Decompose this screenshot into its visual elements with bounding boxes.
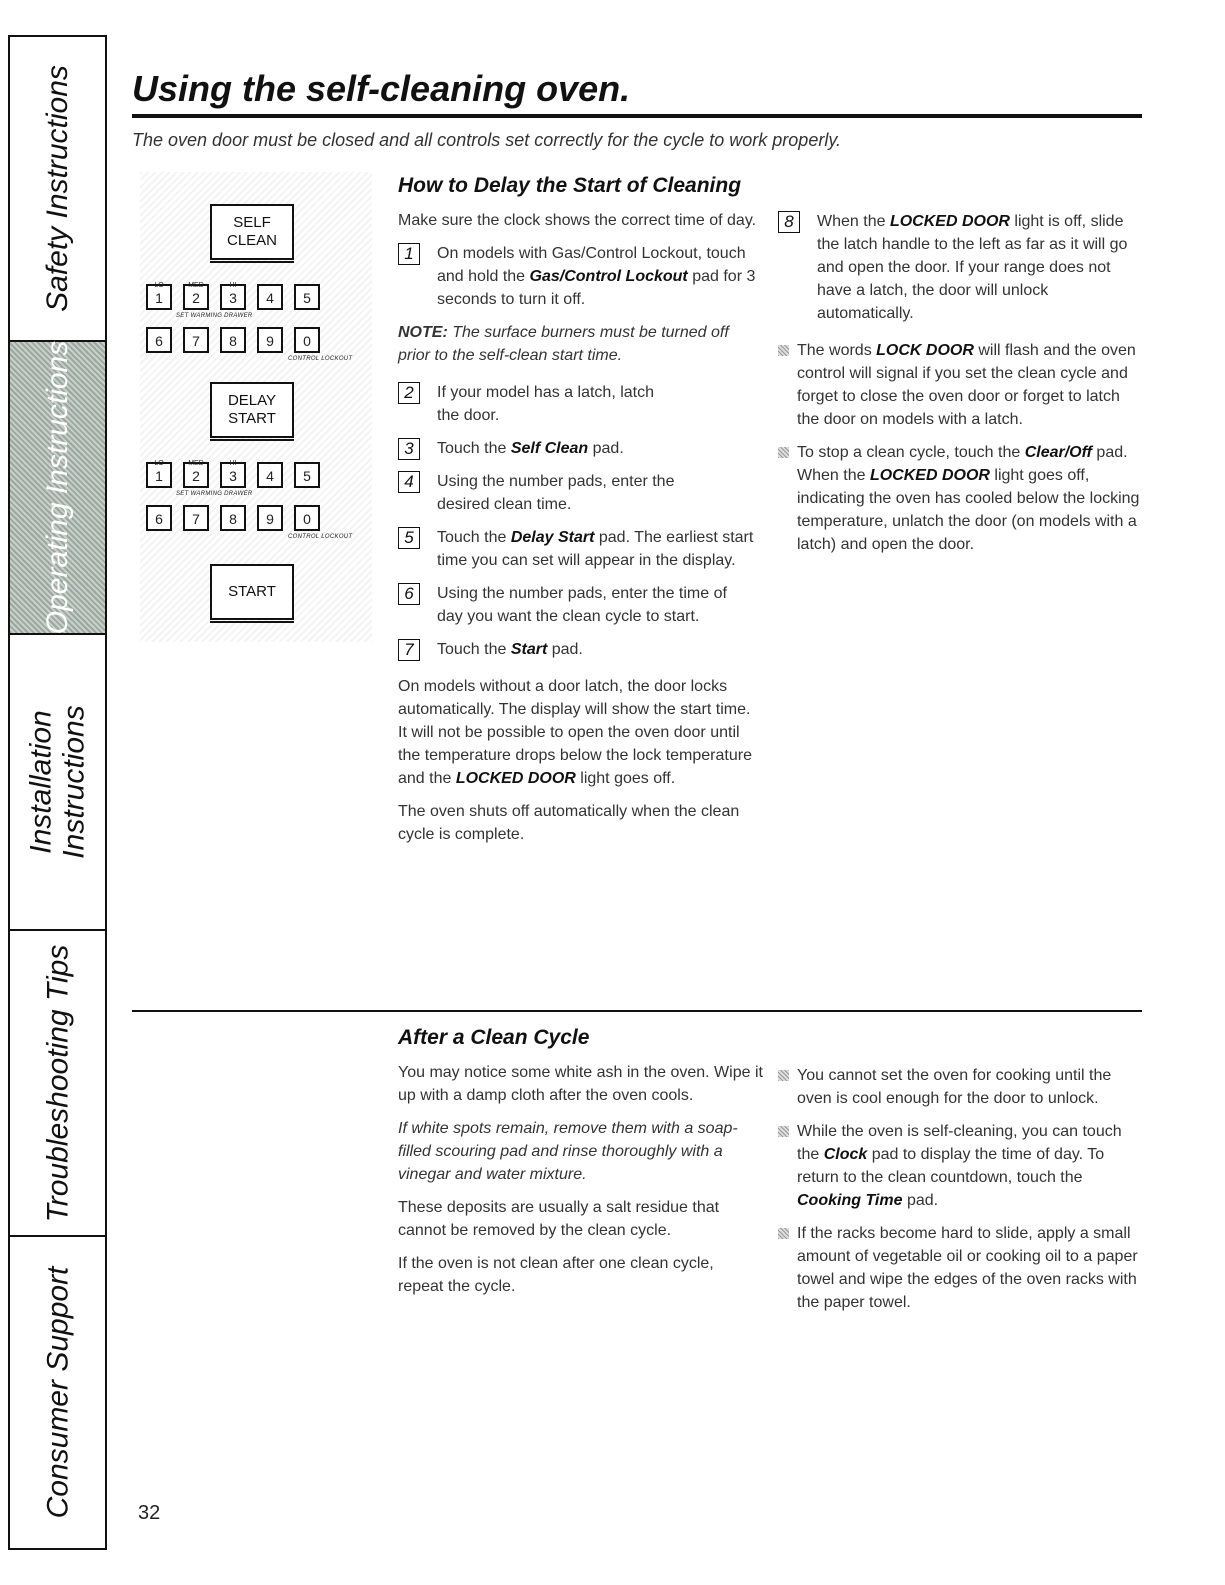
- key-sublabel: HI: [229, 460, 237, 467]
- key-3: [220, 284, 246, 310]
- pad-label: CLEAN: [226, 232, 278, 249]
- bullet-icon: [778, 447, 789, 458]
- delay-start-pad: [210, 382, 294, 438]
- title-divider: [132, 114, 1142, 118]
- section-divider: [132, 1010, 1142, 1012]
- section-heading: After a Clean Cycle: [398, 1026, 590, 1049]
- key-label: 0: [303, 333, 311, 349]
- step-text: Using the number pads, enter the time of day you want the clean cycle to start.: [437, 585, 727, 625]
- paragraph: If the oven is not clean after one clean cycle, repeat the cycle.: [398, 1255, 714, 1295]
- key-label: 3: [229, 468, 237, 484]
- bullet-text: While the oven is self-cleaning, you can touch the: [797, 1123, 1122, 1163]
- key-sublabel: MED: [188, 282, 204, 289]
- tab-label: Safety Instructions: [41, 65, 75, 312]
- bullet-text: pad.: [902, 1192, 939, 1209]
- key-label: 7: [192, 511, 200, 527]
- bullet-item: [778, 339, 1140, 431]
- step-4: [398, 470, 763, 516]
- step-2: [398, 381, 763, 427]
- step-6: [398, 582, 763, 628]
- start-pad: [210, 564, 294, 620]
- control-panel-illustration: [140, 172, 372, 642]
- step-3: [398, 437, 763, 460]
- bullet-text: To stop a clean cycle, touch the: [797, 444, 1025, 461]
- key-8: [220, 327, 246, 353]
- tab-label: Installation Instructions: [24, 705, 91, 859]
- paragraph: These deposits are usually a salt residue that cannot be removed by the clean cycle.: [398, 1199, 720, 1239]
- key-sublabel: HI: [229, 282, 237, 289]
- key-sublabel: MED: [188, 460, 204, 467]
- step-number: 8: [778, 211, 800, 233]
- paragraph: If white spots remain, remove them with a soap-filled scouring pad and rinse thoroughly with a vinegar and water mixture.: [398, 1120, 738, 1183]
- step-text: On models with Gas/Control Lockout, touch and hold the: [437, 245, 746, 285]
- after-clean-section: [398, 1026, 763, 1308]
- bullet-text: light goes off, indicating the oven has cooled below the locking temperature, unlatch the door (on models with a latch) and open the door.: [797, 467, 1140, 553]
- key-0: [294, 505, 320, 531]
- bullet-icon: [778, 1070, 789, 1081]
- control-lockout-label: CONTROL LOCKOUT: [288, 356, 353, 362]
- intro-text: Make sure the clock shows the correct time of day.: [398, 212, 757, 229]
- pad-name: Delay Start: [510, 529, 595, 546]
- key-sublabel: LO: [154, 460, 164, 467]
- page-subtitle: The oven door must be closed and all controls set correctly for the cycle to work properly.: [132, 130, 841, 150]
- note-text: The surface burners must be turned off prior to the self-clean start time.: [398, 324, 729, 364]
- tab-label: Troubleshooting Tips: [41, 944, 75, 1222]
- key-label: 1: [155, 290, 163, 306]
- step-text: pad.: [547, 641, 583, 658]
- number-pad-row: [146, 327, 320, 353]
- key-label: 2: [192, 290, 200, 306]
- bullet-icon: [778, 1228, 789, 1239]
- pad-name: Gas/Control Lockout: [529, 268, 688, 285]
- tab-installation-instructions[interactable]: [10, 635, 105, 931]
- step-number: 4: [398, 471, 420, 493]
- bullet-icon: [778, 345, 789, 356]
- key-4: [257, 462, 283, 488]
- step-8: [778, 210, 1140, 325]
- step-number: 2: [398, 382, 420, 404]
- pad-name: Cooking Time: [797, 1192, 903, 1209]
- key-9: [257, 505, 283, 531]
- tab-safety-instructions[interactable]: [10, 37, 105, 342]
- pad-name: Start: [510, 641, 548, 658]
- step-text: pad for 3 seconds to turn it off.: [437, 268, 756, 308]
- key-5: [294, 284, 320, 310]
- bullet-text: You cannot set the oven for cooking until the oven is cool enough for the door to unlock.: [797, 1067, 1112, 1107]
- tab-operating-instructions[interactable]: [10, 342, 105, 635]
- key-0: [294, 327, 320, 353]
- tab-troubleshooting-tips[interactable]: [10, 931, 105, 1237]
- tab-consumer-support[interactable]: [10, 1237, 105, 1548]
- step-5: [398, 526, 763, 572]
- key-label: 3: [229, 290, 237, 306]
- light-name: LOCKED DOOR: [889, 213, 1010, 230]
- page-number: 32: [138, 1502, 161, 1524]
- step-text: light is off, slide the latch handle to the left as far as it will go and open the door. If your range does not have a latch, the door will unlock automatically.: [817, 213, 1128, 322]
- page-title: Using the self-cleaning oven.: [132, 68, 631, 109]
- section-tabs: [8, 35, 107, 1550]
- tab-label: Operating Instructions: [41, 340, 75, 635]
- control-lockout-label: CONTROL LOCKOUT: [288, 534, 353, 540]
- key-2: [183, 462, 209, 488]
- key-label: 9: [266, 511, 274, 527]
- key-label: 0: [303, 511, 311, 527]
- pad-name: Self Clean: [510, 440, 589, 457]
- key-label: 9: [266, 333, 274, 349]
- bullet-item: [778, 1064, 1140, 1110]
- paragraph-text: light goes off.: [575, 770, 676, 787]
- pad-label: START: [228, 410, 276, 427]
- tab-label: Consumer Support: [41, 1266, 75, 1519]
- pad-label: DELAY: [227, 392, 277, 409]
- light-name: LOCKED DOOR: [455, 770, 576, 787]
- pad-label: START: [228, 583, 276, 600]
- key-label: 6: [155, 333, 163, 349]
- paragraph-text: On models without a door latch, the door locks automatically. The display will show the start time. It will not be possible to open the oven door until the temperature drops below the lock temperature and the: [398, 678, 752, 787]
- right-column: [778, 210, 1140, 566]
- bullet-item: [778, 1222, 1140, 1314]
- note-label: NOTE:: [398, 324, 448, 341]
- key-label: 4: [266, 468, 274, 484]
- step-7: [398, 638, 763, 661]
- bullet-text: will flash and the oven control will signal if you set the clean cycle and forget to close the oven door or forget to latch the door on models with a latch.: [797, 342, 1136, 428]
- key-label: 2: [192, 468, 200, 484]
- bullet-item: [778, 1120, 1140, 1212]
- step-number: 7: [398, 639, 420, 661]
- step-text: Touch the: [437, 641, 511, 658]
- key-label: 5: [303, 290, 311, 306]
- paragraph: [398, 675, 763, 790]
- pad-name: Clear/Off: [1024, 444, 1092, 461]
- key-1: [146, 462, 172, 488]
- key-2: [183, 284, 209, 310]
- step-number: 1: [398, 243, 420, 265]
- number-pad-row: [146, 462, 320, 488]
- step-number: 6: [398, 583, 420, 605]
- self-clean-pad: [210, 204, 294, 260]
- bullet-item: [778, 441, 1140, 556]
- key-8: [220, 505, 246, 531]
- bullet-icon: [778, 1126, 789, 1137]
- paragraph: The oven shuts off automatically when the clean cycle is complete.: [398, 803, 740, 843]
- step-text: pad.: [588, 440, 624, 457]
- key-label: 5: [303, 468, 311, 484]
- step-text: If your model has a latch, latch the door.: [437, 384, 654, 424]
- step-number: 3: [398, 438, 420, 460]
- key-5: [294, 462, 320, 488]
- pad-label: SELF: [233, 214, 271, 231]
- bullet-text: If the racks become hard to slide, apply a small amount of vegetable oil or cooking oil to a paper towel and wipe the edges of the oven racks with the paper towel.: [797, 1225, 1138, 1311]
- step-text: Using the number pads, enter the desired clean time.: [437, 473, 675, 513]
- delay-start-section: [398, 174, 763, 856]
- key-sublabel: LO: [154, 282, 164, 289]
- step-1: [398, 242, 763, 311]
- key-label: 6: [155, 511, 163, 527]
- key-7: [183, 505, 209, 531]
- set-warming-drawer-label: SET WARMING DRAWER: [176, 313, 253, 319]
- bullet-text: The words: [797, 342, 877, 359]
- key-label: 7: [192, 333, 200, 349]
- key-9: [257, 327, 283, 353]
- key-label: 8: [229, 333, 237, 349]
- display-word: LOCK DOOR: [876, 342, 974, 359]
- key-label: 1: [155, 468, 163, 484]
- key-7: [183, 327, 209, 353]
- key-label: 8: [229, 511, 237, 527]
- step-text: pad. The earliest start time you can set will appear in the display.: [437, 529, 754, 569]
- light-name: LOCKED DOOR: [869, 467, 990, 484]
- step-text: When the: [817, 213, 890, 230]
- bullet-text: pad to display the time of day. To return to the clean countdown, touch the: [797, 1146, 1105, 1186]
- key-6: [146, 327, 172, 353]
- key-6: [146, 505, 172, 531]
- key-1: [146, 284, 172, 310]
- number-pad-row: [146, 284, 320, 310]
- number-pad-row: [146, 505, 320, 531]
- step-text: Touch the: [437, 440, 511, 457]
- key-4: [257, 284, 283, 310]
- key-3: [220, 462, 246, 488]
- set-warming-drawer-label: SET WARMING DRAWER: [176, 491, 253, 497]
- note: [398, 321, 763, 367]
- bullet-text: pad. When the: [797, 444, 1128, 484]
- after-clean-bullets: [778, 1064, 1140, 1324]
- step-number: 5: [398, 527, 420, 549]
- key-label: 4: [266, 290, 274, 306]
- paragraph: You may notice some white ash in the oven. Wipe it up with a damp cloth after the oven cools.: [398, 1064, 763, 1104]
- pad-name: Clock: [823, 1146, 868, 1163]
- section-heading: How to Delay the Start of Cleaning: [398, 174, 742, 197]
- step-text: Touch the: [437, 529, 511, 546]
